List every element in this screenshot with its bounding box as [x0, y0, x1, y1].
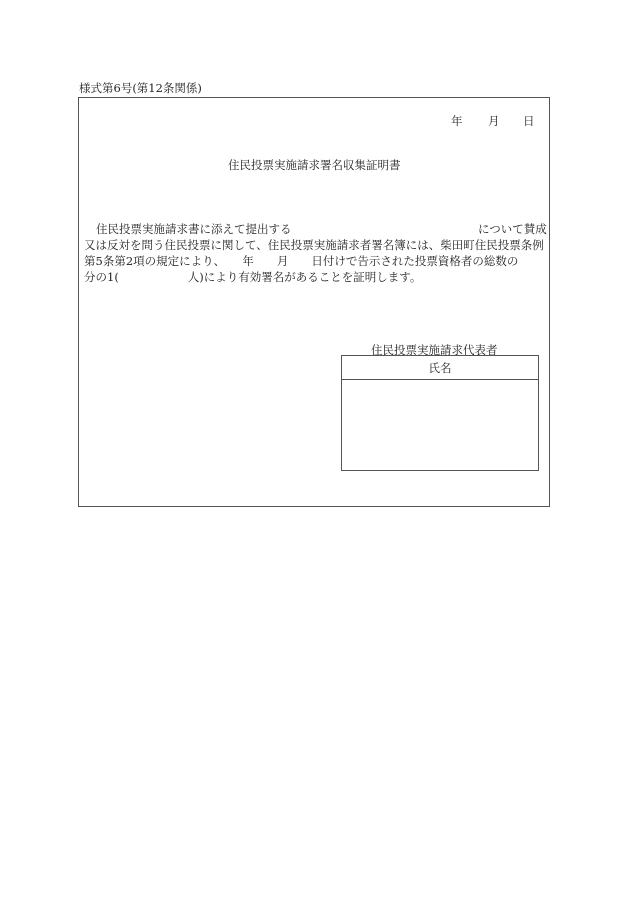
date-month-label: 月: [488, 114, 500, 128]
body-line-3: 第5条第2項の規定により、 年 月 日付けで告示された投票資格者の総数の: [84, 254, 519, 268]
representative-name-box: [341, 355, 539, 471]
document-title: 住民投票実施請求署名収集証明書: [228, 158, 401, 172]
body-line-1-start: 住民投票実施請求書に添えて提出する: [96, 222, 292, 236]
name-column-header: 氏名: [342, 356, 538, 380]
representative-label: 住民投票実施請求代表者: [371, 343, 498, 357]
date-year-label: 年: [451, 114, 463, 128]
body-line-4: 分の1( 人)により有効署名があることを証明します。: [84, 270, 422, 284]
body-line-1-end: について賛成: [478, 222, 547, 236]
body-line-2: 又は反対を問う住民投票に関して、住民投票実施請求者署名簿には、柴田町住民投票条例: [84, 238, 544, 252]
date-day-label: 日: [523, 114, 535, 128]
form-number-label: 様式第6号(第12条関係): [79, 81, 202, 95]
